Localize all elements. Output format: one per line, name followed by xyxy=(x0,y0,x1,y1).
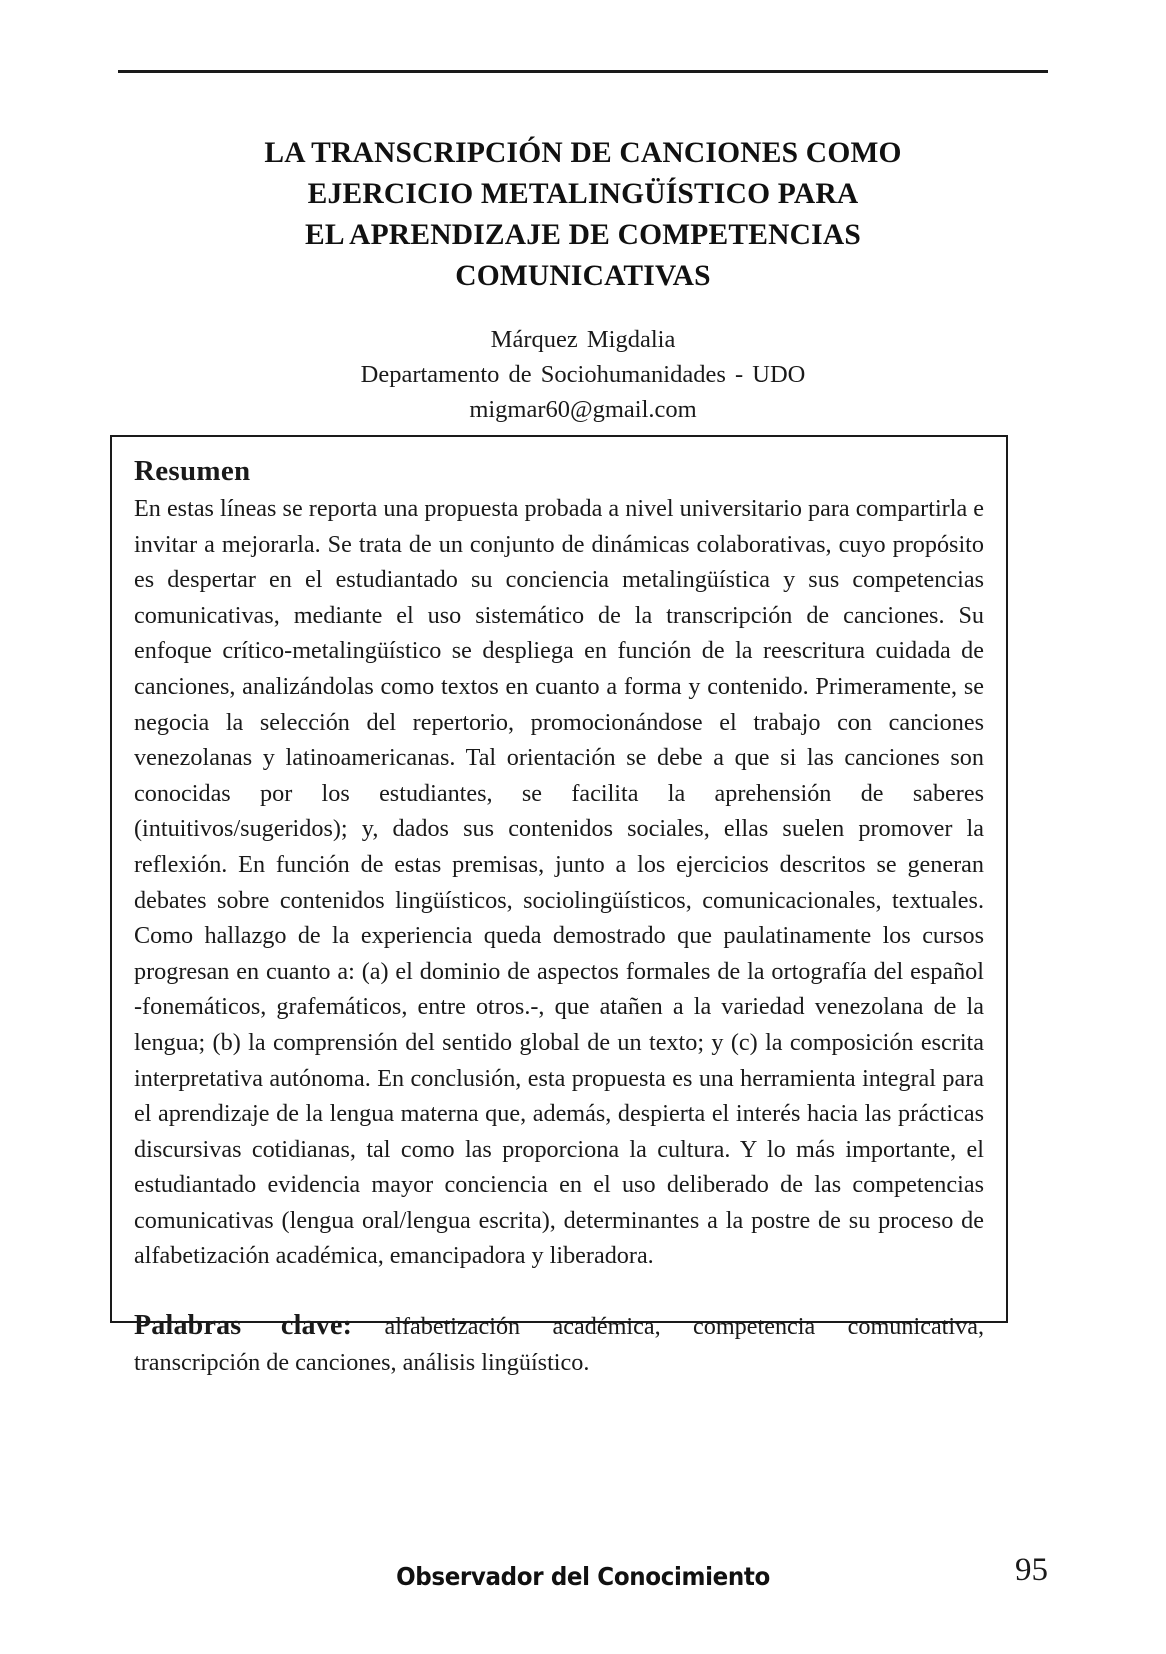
keywords-label: Palabras clave: xyxy=(134,1310,353,1342)
footer-journal-name: Observador del Conocimiento xyxy=(396,1562,770,1591)
abstract-box xyxy=(110,435,1008,1376)
title-line-4: COMUNICATIVAS xyxy=(455,260,711,292)
author-affiliation: Departamento de Sociohumanidades - UDO xyxy=(360,361,806,388)
title-line-2: EJERCICIO METALINGÜÍSTICO PARA xyxy=(307,178,859,210)
abstract-heading: Resumen xyxy=(134,455,251,487)
title-line-1: LA TRANSCRIPCIÓN DE CANCIONES COMO xyxy=(264,137,902,169)
author-name: Márquez Migdalia xyxy=(490,326,676,353)
keywords-value: alfabetización académica, competencia comunicativa, transcripción de canciones, análisis lingüístico. xyxy=(134,1313,984,1376)
abstract-body: En estas líneas se reporta una propuesta probada a nivel universitario para compartirla e invitar a mejorarla. Se trata de un conjunto de dinámicas colaborativas, cuyo propósito es despertar en el estudiantado su conciencia metalingüística y sus competencias comunicativas, mediante el uso sistemático de la transcripción de canciones. Su enfoque crítico-metalingüístico se despliega en función de la reescritura cuidada de canciones, analizándolas como textos en cuanto a forma y contenido. Primeramente, se negocia la selección del repertorio, promocionándose el trabajo con canciones venezolanas y latinoamericanas. Tal orientación se debe a que si las canciones son conocidas por los estudiantes, se facilita la aprehensión de saberes (intuitivos/sugeridos); y, dados sus contenidos sociales, ellas suelen promover la reflexión. En función de estas premisas, junto a los ejercicios descritos se generan debates sobre contenidos lingüísticos, sociolingüísticos, comunicacionales, textuales. Como hallazgo de la experiencia queda demostrado que paulatinamente los cursos progresan en cuanto a: (a) el dominio de aspectos formales de la ortografía del español -fonemáticos, grafemáticos, entre otros.-, que atañen a la variedad venezolana de la lengua; (b) la comprensión del sentido global de un texto; y (c) la composición escrita interpretativa autónoma. En conclusión, esta propuesta es una herramienta integral para el aprendizaje de la lengua materna que, además, despierta el interés hacia las prácticas discursivas cotidianas, tal como las proporciona la cultura. Y lo más importante, el estudiantado evidencia mayor conciencia en el uso deliberado de las competencias comunicativas (lengua oral/lengua escrita), determinantes a la postre de su proceso de alfabetización académica, emancipadora y liberadora. xyxy=(134,495,984,1270)
header-rule xyxy=(118,70,1048,73)
page-title xyxy=(150,133,1016,297)
title-line-3: EL APRENDIZAJE DE COMPETENCIAS xyxy=(305,219,861,251)
keywords-block xyxy=(134,1308,984,1380)
author-email: migmar60@gmail.com xyxy=(469,396,697,423)
footer-page-number: 95 xyxy=(1015,1552,1048,1588)
author-block xyxy=(150,322,1016,427)
